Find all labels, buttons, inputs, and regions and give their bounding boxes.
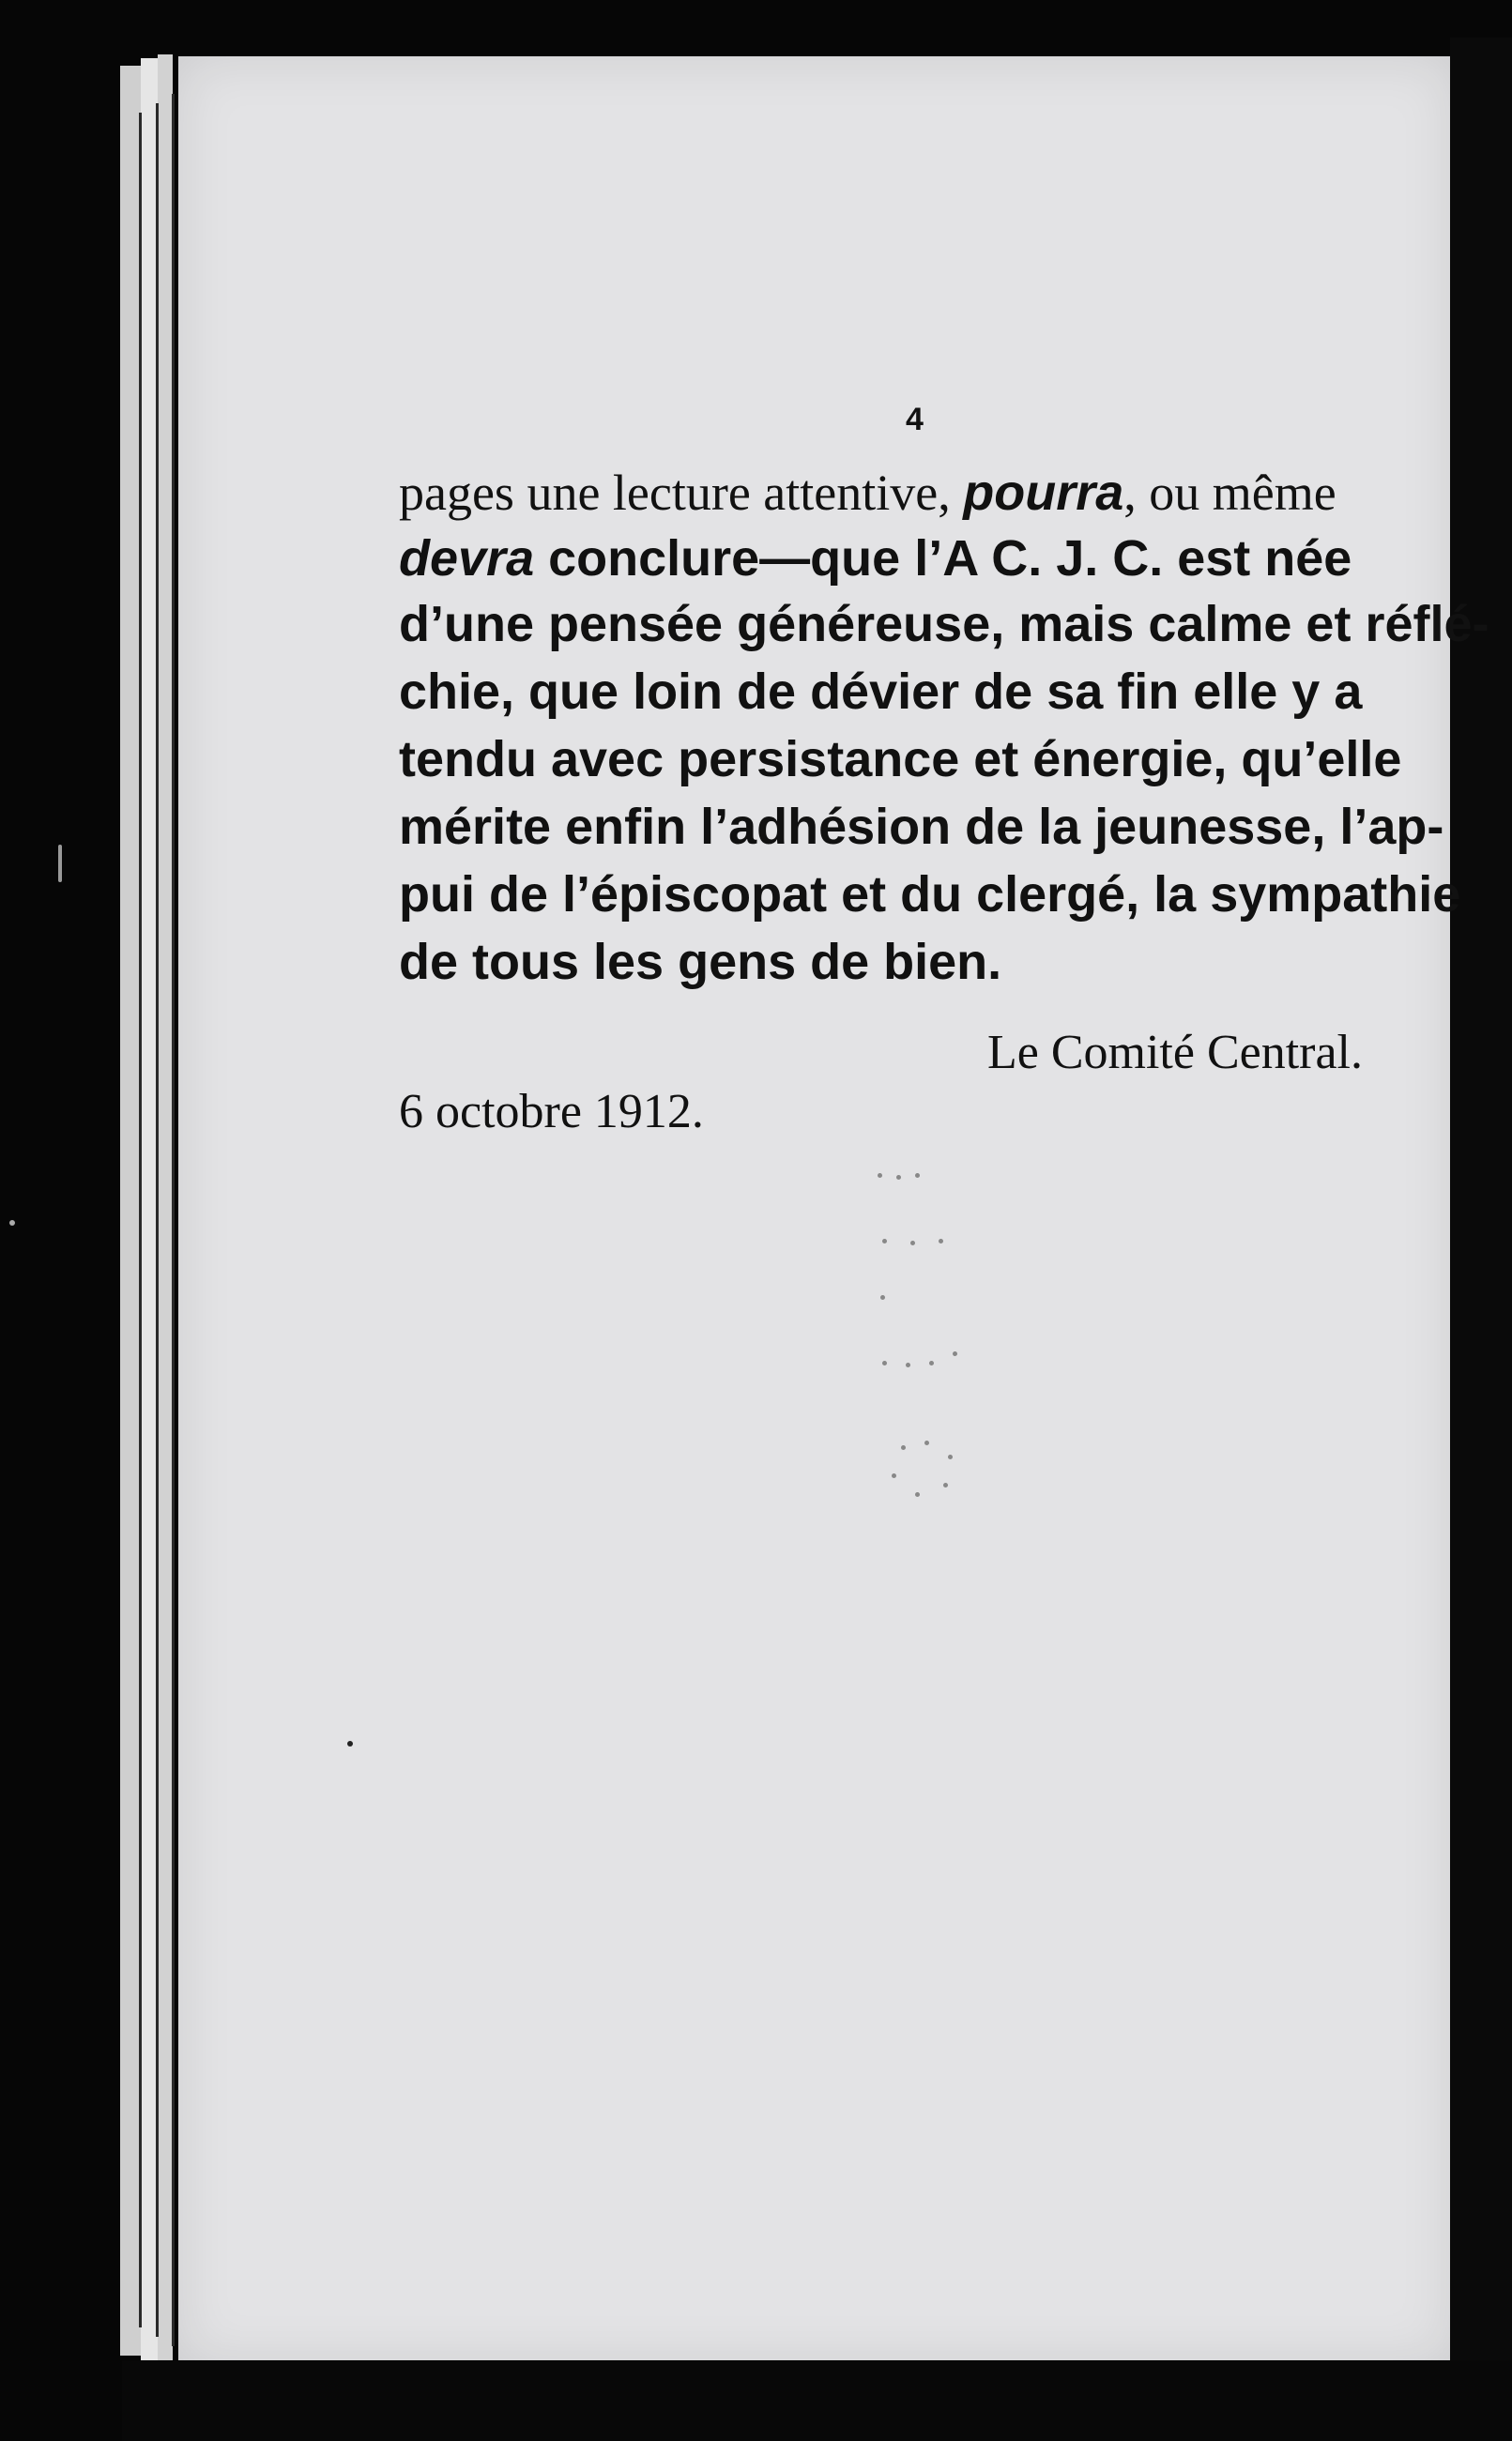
text-line (399, 460, 1336, 526)
text-line (399, 794, 1443, 860)
text-span: d’une pensée généreuse, mais calme et réflé- (399, 596, 1489, 652)
page-edge-line (139, 113, 142, 2327)
text-span: tendu avec persistance et énergie, qu’elle (399, 731, 1402, 787)
text-line (399, 862, 1460, 927)
text-span: pages une lecture attentive, (399, 465, 964, 521)
document-page (178, 56, 1455, 2365)
text-span: conclure—que l’A C. J. C. est née (534, 530, 1352, 587)
date-line: 6 octobre 1912. (399, 1085, 704, 1138)
text-line (399, 726, 1401, 792)
italic-word: pourra (963, 465, 1124, 521)
page-number: 4 (906, 402, 924, 437)
scan-speck (58, 845, 62, 882)
page-edge (158, 54, 173, 2372)
text-line (399, 659, 1362, 725)
text-span: de tous les gens de bien. (399, 934, 1002, 990)
text-span: , ou même (1123, 465, 1336, 521)
text-line (399, 526, 1352, 591)
page-edge-line (172, 94, 175, 2346)
scan-speck (347, 1741, 353, 1747)
page-edge-line (156, 103, 159, 2337)
scan-border-bottom (122, 2360, 1512, 2441)
signature: Le Comité Central. (987, 1026, 1364, 1079)
scan-border-right (1450, 38, 1512, 2403)
text-line (399, 929, 1001, 995)
scan-speck (9, 1220, 15, 1226)
text-span: mérite enfin l’adhésion de la jeunesse, l’ap- (399, 799, 1444, 855)
text-span: chie, que loin de dévier de sa fin elle y a (399, 664, 1363, 720)
text-line (399, 591, 1489, 657)
show-through-marks (873, 1164, 985, 1539)
text-span: pui de l’épiscopat et du clergé, la sympathie (399, 866, 1461, 923)
italic-word: devra (399, 530, 535, 587)
